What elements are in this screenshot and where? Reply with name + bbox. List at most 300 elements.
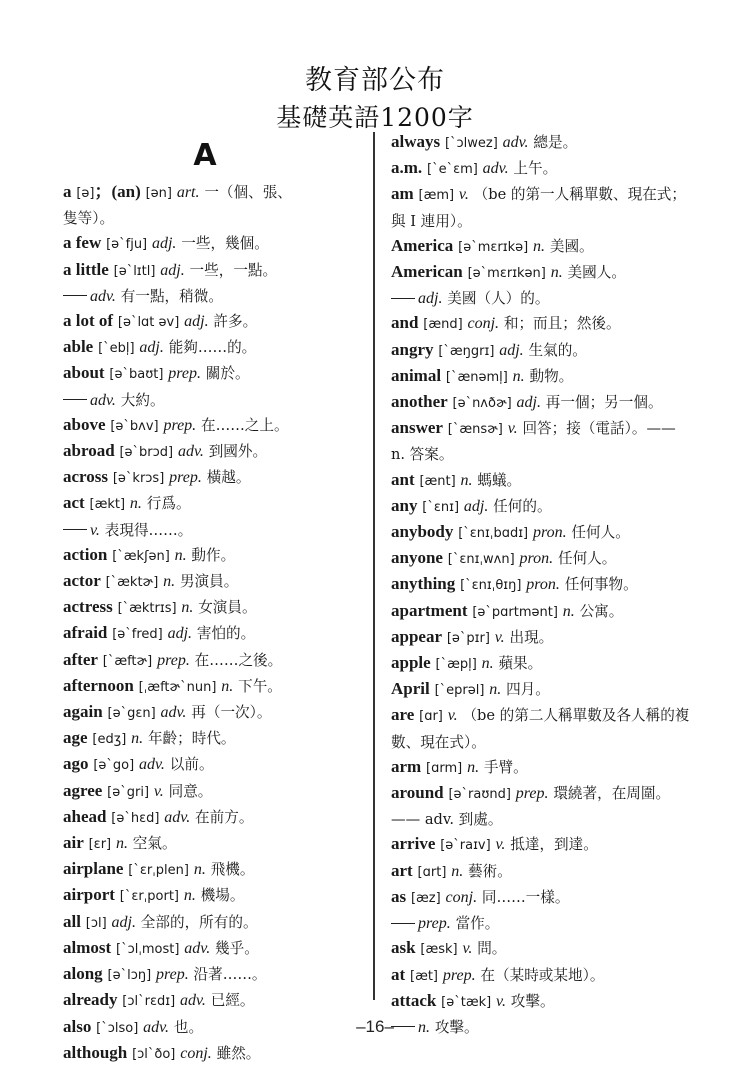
part-of-speech: n. bbox=[115, 835, 128, 853]
definition: 同……一樣。 bbox=[481, 888, 570, 906]
dictionary-entry bbox=[63, 361, 369, 387]
definition: 動物。 bbox=[529, 367, 574, 385]
definition: 隻等）。 bbox=[63, 210, 115, 228]
section-letter: A bbox=[193, 138, 217, 173]
definition: 一些，一點。 bbox=[189, 261, 278, 279]
definition: 關於。 bbox=[205, 365, 250, 383]
dictionary-entry bbox=[391, 234, 691, 260]
definition: 在（某時或某地）。 bbox=[480, 966, 605, 984]
right-column bbox=[391, 130, 691, 1040]
dictionary-entry bbox=[63, 988, 369, 1014]
part-of-speech: adv. bbox=[482, 160, 509, 178]
headword: are bbox=[391, 705, 415, 725]
headword: about bbox=[63, 363, 105, 383]
definition: 大約。 bbox=[120, 391, 165, 409]
part-of-speech: adj. bbox=[418, 290, 443, 308]
part-of-speech: prep. bbox=[155, 966, 189, 984]
headword: across bbox=[63, 467, 109, 487]
phonetic: [ə`hɛd] bbox=[111, 810, 160, 826]
repeat-dash bbox=[391, 298, 415, 299]
definition: 一些，幾個。 bbox=[181, 235, 269, 253]
definition: 在前方。 bbox=[195, 808, 254, 826]
part-of-speech: pron. bbox=[526, 576, 560, 594]
headword: and bbox=[391, 313, 419, 333]
part-of-speech: adv. bbox=[143, 1018, 170, 1036]
phonetic: [ə`tæk] bbox=[441, 994, 492, 1010]
headword: at bbox=[391, 964, 406, 984]
dictionary-entry bbox=[391, 936, 691, 962]
phonetic: [æt] bbox=[410, 968, 439, 984]
part-of-speech: v. bbox=[447, 707, 458, 725]
dictionary-entry bbox=[63, 543, 369, 569]
dictionary-entry bbox=[63, 752, 369, 778]
headword: anybody bbox=[391, 522, 454, 542]
phonetic: [ə`krɔs] bbox=[112, 471, 165, 487]
dictionary-entry bbox=[63, 700, 369, 726]
part-of-speech: pron. bbox=[532, 524, 567, 542]
part-of-speech: conj. bbox=[445, 888, 478, 906]
headword: also bbox=[63, 1016, 92, 1036]
phonetic: [æz] bbox=[410, 890, 441, 906]
dictionary-entry bbox=[63, 491, 369, 517]
definition: 橫越。 bbox=[206, 469, 251, 487]
phonetic: [ɑrm] bbox=[426, 760, 463, 776]
part-of-speech: adj. bbox=[167, 625, 193, 643]
headword: airport bbox=[63, 885, 115, 905]
headword: arrive bbox=[391, 834, 436, 854]
definition: 任何的。 bbox=[493, 497, 552, 515]
part-of-speech: pron. bbox=[519, 550, 554, 568]
definition: 任何事物。 bbox=[564, 576, 638, 594]
dictionary-entry bbox=[391, 989, 691, 1015]
headword: anything bbox=[391, 574, 456, 594]
phonetic: [æsk] bbox=[420, 942, 458, 958]
dictionary-entry bbox=[391, 885, 691, 911]
definition: 許多。 bbox=[213, 313, 258, 331]
phonetic: [ə`gɛn] bbox=[107, 706, 156, 722]
page-subtitle: 基礎英語1200字 bbox=[276, 103, 474, 132]
phonetic: [`ɔlˌmost] bbox=[116, 941, 180, 957]
part-of-speech: adv. bbox=[164, 808, 191, 826]
part-of-speech: prep. bbox=[168, 365, 201, 383]
definition: 能夠……的。 bbox=[168, 339, 257, 357]
dictionary-entry bbox=[63, 831, 369, 857]
part-of-speech: n. bbox=[489, 681, 502, 699]
part-of-speech: n. bbox=[512, 367, 525, 385]
phonetic: [ˌæftɚ`nun] bbox=[138, 679, 217, 695]
dictionary-entry bbox=[391, 781, 691, 832]
part-of-speech: v. bbox=[494, 628, 505, 646]
definition: 總是。 bbox=[533, 134, 578, 151]
dictionary-entry bbox=[391, 468, 691, 494]
part-of-speech: adj. bbox=[151, 235, 177, 253]
dictionary-entry bbox=[391, 260, 691, 286]
headword: any bbox=[391, 495, 418, 515]
dictionary-entry bbox=[391, 364, 691, 390]
dictionary-entry bbox=[63, 439, 369, 465]
dictionary-entry bbox=[63, 335, 369, 361]
dictionary-entry bbox=[391, 546, 691, 572]
definition: 螞蟻。 bbox=[477, 471, 522, 489]
phonetic: [ænd] bbox=[423, 317, 463, 333]
part-of-speech: art. bbox=[176, 184, 200, 201]
part-of-speech: v. bbox=[496, 992, 506, 1010]
part-of-speech: n. bbox=[221, 677, 234, 695]
definition: 到國外。 bbox=[208, 443, 268, 461]
dictionary-entry bbox=[63, 231, 369, 257]
part-of-speech: prep. bbox=[169, 469, 202, 487]
dictionary-entry bbox=[63, 857, 369, 883]
dictionary-entry bbox=[63, 388, 369, 413]
definition: 當作。 bbox=[455, 915, 500, 933]
phonetic: [ə`raɪv] bbox=[440, 838, 491, 854]
dictionary-entry bbox=[391, 390, 691, 416]
part-of-speech: conj. bbox=[467, 315, 500, 333]
phonetic: [`ækʃən] bbox=[112, 548, 170, 564]
definition: 再（一次）。 bbox=[191, 704, 272, 722]
phonetic: [ə`lɑt əv] bbox=[117, 315, 180, 331]
part-of-speech: adv. bbox=[90, 391, 116, 409]
dictionary-entry bbox=[63, 726, 369, 752]
part-of-speech: v. bbox=[153, 782, 164, 800]
definition: 和；而且；然後。 bbox=[503, 315, 621, 333]
dictionary-entry bbox=[63, 779, 369, 805]
definition: 害怕的。 bbox=[196, 625, 256, 643]
definition: 任何人。 bbox=[557, 550, 617, 568]
phonetic: [ə`baʊt] bbox=[109, 367, 164, 383]
dictionary-entry bbox=[63, 413, 369, 439]
headword: age bbox=[63, 728, 88, 748]
dictionary-entry bbox=[63, 518, 369, 543]
part-of-speech: adj. bbox=[184, 313, 209, 331]
headword: anyone bbox=[391, 548, 443, 568]
part-of-speech: adj. bbox=[463, 497, 489, 515]
part-of-speech: adv. bbox=[90, 287, 116, 305]
phonetic: [`ɛnɪ] bbox=[422, 499, 460, 515]
part-of-speech: n. bbox=[163, 573, 176, 591]
headword: apartment bbox=[391, 600, 468, 620]
headword: ahead bbox=[63, 806, 107, 826]
phonetic: [`ɛnɪˌθɪŋ] bbox=[460, 578, 522, 594]
phonetic: [ə] bbox=[76, 186, 95, 201]
phonetic: [ænt] bbox=[419, 473, 456, 489]
definition: 女演員。 bbox=[198, 599, 257, 617]
headword: already bbox=[63, 990, 118, 1010]
part-of-speech: adv. bbox=[139, 756, 165, 774]
dictionary-entry bbox=[63, 805, 369, 831]
dictionary-entry bbox=[391, 625, 691, 651]
phonetic: [ə`nʌðɚ] bbox=[452, 396, 512, 412]
definition: 年齡；時代。 bbox=[147, 730, 236, 748]
phonetic: [ɑr] bbox=[419, 709, 443, 725]
headword: a little bbox=[63, 259, 109, 279]
definition: 蘋果。 bbox=[498, 655, 543, 673]
dictionary-entry bbox=[391, 703, 691, 754]
dictionary-entry bbox=[63, 962, 369, 988]
headword: a lot of bbox=[63, 311, 114, 331]
definition: 沿著……。 bbox=[193, 966, 267, 984]
phonetic: [`ænəml̩] bbox=[445, 369, 508, 385]
headword: appear bbox=[391, 626, 442, 646]
phonetic: [ə`lɪtl] bbox=[113, 263, 156, 279]
definition: 同意。 bbox=[168, 782, 213, 800]
part-of-speech: v. bbox=[458, 186, 469, 204]
definition: 攻擊。 bbox=[510, 992, 555, 1010]
dictionary-entry bbox=[391, 494, 691, 520]
part-of-speech: prep. bbox=[418, 915, 451, 933]
dictionary-entry bbox=[63, 258, 369, 284]
definition: 幾乎。 bbox=[215, 939, 259, 957]
phonetic: [ə`pɑrtmənt] bbox=[472, 604, 558, 620]
dictionary-entry bbox=[391, 677, 691, 703]
column-divider bbox=[373, 132, 375, 1000]
part-of-speech: adj. bbox=[499, 341, 524, 359]
definition: 問。 bbox=[477, 940, 507, 958]
headword: airplane bbox=[63, 859, 124, 879]
definition: 雖然。 bbox=[216, 1044, 261, 1062]
phonetic: [`ɛnɪˌwʌn] bbox=[447, 552, 515, 568]
headword: agree bbox=[63, 780, 103, 800]
separator: ； bbox=[94, 182, 112, 201]
phonetic: [`ɛrˌplen] bbox=[128, 863, 189, 879]
left-column bbox=[63, 180, 369, 1067]
headword: after bbox=[63, 649, 98, 669]
headword: above bbox=[63, 414, 106, 434]
dictionary-entry bbox=[63, 309, 369, 335]
part-of-speech: n. bbox=[481, 655, 494, 673]
part-of-speech: n. bbox=[129, 495, 142, 513]
headword: able bbox=[63, 337, 94, 357]
dictionary-entry bbox=[63, 284, 369, 309]
phonetic: [`æftɚ] bbox=[102, 653, 153, 669]
part-of-speech: adv. bbox=[177, 443, 204, 461]
part-of-speech: prep. bbox=[442, 966, 476, 984]
definition: 美國。 bbox=[549, 237, 594, 255]
part-of-speech: v. bbox=[507, 420, 518, 438]
headword: afraid bbox=[63, 623, 108, 643]
phonetic: [ə`mɛrɪkə] bbox=[458, 239, 529, 255]
dictionary-entry bbox=[391, 286, 691, 311]
definition: 已經。 bbox=[210, 992, 255, 1010]
phonetic: [`æktrɪs] bbox=[117, 601, 177, 617]
dictionary-entry bbox=[391, 651, 691, 677]
part-of-speech: prep. bbox=[163, 416, 197, 434]
dictionary-entry bbox=[391, 755, 691, 781]
headword: arm bbox=[391, 756, 422, 776]
part-of-speech: adj. bbox=[139, 339, 164, 357]
definition: 在……之後。 bbox=[194, 651, 283, 669]
part-of-speech: adv. bbox=[179, 992, 206, 1010]
phonetic: [ə`mɛrɪkən] bbox=[467, 266, 546, 282]
part-of-speech: adv. bbox=[502, 134, 529, 151]
phonetic: [`æŋgrɪ] bbox=[438, 343, 495, 359]
definition: 手臂。 bbox=[483, 758, 528, 776]
part-of-speech: n. bbox=[181, 599, 194, 617]
headword: April bbox=[391, 679, 430, 699]
repeat-dash bbox=[63, 295, 87, 296]
definition: （be 的第一人稱單數、現在式；與 I 連用）。 bbox=[391, 186, 686, 230]
phonetic: [ɔl] bbox=[85, 915, 107, 931]
headword: always bbox=[391, 132, 441, 151]
repeat-dash bbox=[63, 529, 87, 530]
headword: a few bbox=[63, 233, 102, 253]
dictionary-entry bbox=[63, 910, 369, 936]
headword: apple bbox=[391, 653, 431, 673]
phonetic: [ə`fju] bbox=[106, 237, 148, 253]
part-of-speech: n. bbox=[467, 758, 480, 776]
headword: again bbox=[63, 702, 103, 722]
phonetic: [ɛr] bbox=[88, 837, 112, 853]
phonetic: [`æktɚ] bbox=[105, 575, 159, 591]
part-of-speech: n. bbox=[550, 264, 563, 282]
dictionary-entry bbox=[63, 936, 369, 962]
part-of-speech: n. bbox=[562, 602, 575, 620]
part-of-speech: adv. bbox=[160, 704, 187, 722]
part-of-speech: adj. bbox=[111, 913, 136, 931]
headword: afternoon bbox=[63, 675, 134, 695]
definition: 美國人。 bbox=[567, 264, 626, 282]
repeat-dash bbox=[391, 923, 415, 924]
dictionary-entry bbox=[63, 648, 369, 674]
dictionary-entry bbox=[391, 182, 691, 233]
phonetic: [ə`gri] bbox=[107, 784, 150, 800]
definition: 一（個、張、 bbox=[204, 184, 292, 201]
phonetic: [`ɔlwez] bbox=[444, 136, 498, 151]
phonetic: [ə`go] bbox=[93, 758, 135, 774]
dictionary-entry bbox=[63, 674, 369, 700]
definition: 也。 bbox=[173, 1018, 204, 1036]
headword: along bbox=[63, 964, 103, 984]
phonetic: [edʒ] bbox=[92, 732, 127, 748]
dictionary-entry bbox=[391, 156, 691, 182]
part-of-speech: v. bbox=[90, 521, 100, 539]
part-of-speech: n. bbox=[418, 1018, 430, 1036]
headword: a bbox=[63, 182, 72, 201]
definition: 以前。 bbox=[169, 756, 214, 774]
definition: 機場。 bbox=[200, 887, 245, 905]
headword: another bbox=[391, 392, 448, 412]
headword: around bbox=[391, 783, 444, 803]
dictionary-entry bbox=[63, 621, 369, 647]
headword: art bbox=[391, 860, 413, 880]
headword: air bbox=[63, 833, 84, 853]
headword: as bbox=[391, 886, 407, 906]
dictionary-entry bbox=[391, 911, 691, 936]
part-of-speech: prep. bbox=[157, 651, 190, 669]
definition: 行爲。 bbox=[146, 495, 191, 513]
definition: 在……之上。 bbox=[201, 416, 289, 434]
dictionary-entry bbox=[63, 595, 369, 621]
definition: 空氣。 bbox=[132, 835, 177, 853]
definition: 飛機。 bbox=[210, 861, 255, 879]
part-of-speech: n. bbox=[174, 546, 187, 564]
dictionary-entry bbox=[391, 963, 691, 989]
dictionary-entry bbox=[391, 130, 691, 156]
part-of-speech: v. bbox=[495, 836, 506, 854]
definition: 藝術。 bbox=[468, 862, 512, 880]
dictionary-entry bbox=[391, 599, 691, 625]
phonetic: [ə`raʊnd] bbox=[448, 787, 511, 803]
phonetic: [`ebl̩] bbox=[98, 341, 135, 357]
headword: act bbox=[63, 493, 85, 513]
phonetic: [ə`lɔŋ] bbox=[107, 968, 152, 984]
dictionary-entry bbox=[63, 883, 369, 909]
part-of-speech: n. bbox=[193, 861, 206, 879]
definition: 男演員。 bbox=[179, 573, 239, 591]
headword: American bbox=[391, 262, 463, 282]
part-of-speech: prep. bbox=[515, 785, 549, 803]
definition: 表現得……。 bbox=[104, 521, 193, 539]
phonetic: [`ænsɚ] bbox=[447, 422, 503, 438]
headword: animal bbox=[391, 365, 442, 385]
definition: 下午。 bbox=[238, 677, 282, 695]
definition: （be 的第二人稱單數及各人稱的複數、現在式）。 bbox=[391, 707, 690, 751]
phonetic: [æm] bbox=[418, 188, 455, 204]
dictionary-entry bbox=[391, 311, 691, 337]
part-of-speech: n. bbox=[451, 862, 464, 880]
part-of-speech: conj. bbox=[180, 1044, 212, 1062]
part-of-speech: adv. bbox=[184, 939, 211, 957]
definition: 生氣的。 bbox=[528, 341, 587, 359]
part-of-speech: adj. bbox=[516, 394, 541, 412]
headword: (an) bbox=[111, 182, 141, 201]
phonetic: [ɔl`ðo] bbox=[132, 1046, 176, 1062]
phonetic: [ə`brɔd] bbox=[119, 445, 174, 461]
phonetic: [ækt] bbox=[89, 497, 126, 513]
headword: ant bbox=[391, 469, 415, 489]
phonetic: [ə`bʌv] bbox=[110, 418, 159, 434]
part-of-speech: n. bbox=[131, 730, 144, 748]
definition: 美國（人）的。 bbox=[447, 290, 550, 308]
phonetic: [`æpl̩] bbox=[435, 657, 477, 673]
headword: all bbox=[63, 911, 81, 931]
part-of-speech: n. bbox=[533, 237, 546, 255]
dictionary-entry bbox=[391, 520, 691, 546]
definition: 任何人。 bbox=[571, 524, 630, 542]
dictionary-entry bbox=[63, 465, 369, 491]
dictionary-entry bbox=[63, 569, 369, 595]
phonetic: [`ɛnɪˌbɑdɪ] bbox=[458, 526, 529, 542]
page-title: 教育部公布 bbox=[305, 65, 445, 96]
phonetic: [`ɛrˌport] bbox=[119, 889, 180, 905]
definition: 回答；接（電話）。—— n. 答案。 bbox=[391, 420, 676, 464]
phonetic: [ə`pɪr] bbox=[446, 630, 490, 646]
headword: America bbox=[391, 235, 454, 255]
definition: 有一點，稍微。 bbox=[120, 287, 223, 305]
dictionary-entry bbox=[391, 832, 691, 858]
definition: 再一個；另一個。 bbox=[545, 394, 663, 412]
page-number: –16– bbox=[356, 1017, 394, 1036]
headword: attack bbox=[391, 990, 437, 1010]
headword: angry bbox=[391, 339, 434, 359]
definition: 出現。 bbox=[509, 628, 554, 646]
definition: 抵達，到達。 bbox=[510, 836, 598, 854]
headword: although bbox=[63, 1042, 128, 1062]
part-of-speech: n. bbox=[460, 471, 473, 489]
headword: ago bbox=[63, 754, 89, 774]
definition: 環繞著，在周圍。—— adv. 到處。 bbox=[391, 785, 671, 829]
headword: a.m. bbox=[391, 158, 423, 178]
phonetic: [ɑrt] bbox=[417, 864, 447, 880]
dictionary-entry bbox=[391, 572, 691, 598]
headword: actor bbox=[63, 571, 101, 591]
dictionary-entry bbox=[391, 338, 691, 364]
phonetic: [`eprəl] bbox=[434, 683, 485, 699]
part-of-speech: v. bbox=[462, 940, 473, 958]
definition: 全部的，所有的。 bbox=[140, 913, 258, 931]
phonetic: [ə`fred] bbox=[112, 627, 163, 643]
headword: actress bbox=[63, 597, 113, 617]
